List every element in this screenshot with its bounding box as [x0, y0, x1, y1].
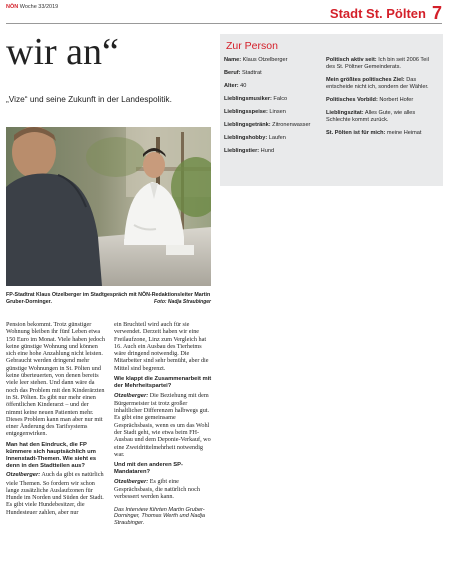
issue-text: Woche 33/2019: [19, 4, 59, 10]
profile-item-active-since: Politisch aktiv seit: Ich bin seit 2006 Teil des St. Pöltner Gemeinderats.: [326, 57, 429, 70]
interview-credit: Das Interview führten Martin Gruber-Dorninger, Thomas Werth und Nadja Straubinger.: [114, 506, 205, 527]
article-column-2: [114, 321, 212, 529]
profile-column-left: [224, 57, 320, 161]
headline: wir an“: [6, 31, 119, 73]
answer-text: Auch da gibt es natürlich viele Themen. So fordern wir schon lange zusätzliche Auslaufzonen für Hunde im Norden und Süden der Stadt. Es gibt viele Hundebesitzer, die Hundesteuer zahlen, aber nur: [6, 471, 104, 516]
interview-question: Wie klappt die Zusammenarbeit mit der Mehrheitspartei?: [114, 376, 212, 390]
photo-caption: [6, 292, 211, 306]
paragraph: Pension bekommt. Trotz günstiger Wohnung bleiben ihr fünf Leben etwa 150 Euro im Monat. Viele haben jedoch keine günstige Wohnung und können sich eine hohe Anzahlung nicht leisten. Gebraucht werden dringend mehr günstige Wohnungen in St. Pölten und keine überteuerten, von denen bereits viele leer stehen. Und dann wäre da noch das Problem mit den Kinderärzten in St. Pölten. Es gibt nur mehr einen öffentlichen Kinderarzt – und der nimmt keine neuen Patienten mehr. Dieses Problem kann man aber nur mit einer Änderung des Tarifsystems entgegenwirken.: [6, 321, 106, 438]
interview-question: Man hat den Eindruck, die FP kümmere sich hauptsächlich um Innenstadt-Themen. Wie sieht es denn in den Stadtteilen aus?: [6, 441, 97, 469]
photo-credit: Foto: Nadja Straubinger: [154, 299, 211, 305]
header-divider: [6, 23, 442, 24]
caption-text: FP-Stadtrat Klaus Otzelberger im Stadtgespräch mit NÖN-Redaktionsleiter Martin Gruber-Dorninger.: [6, 292, 211, 305]
profile-item-quote: Lieblingszitat: Alles Gute, wie alles Schlechte kommt zurück.: [326, 110, 416, 123]
interview-question: Und mit den anderen SP-Mandataren?: [114, 462, 183, 476]
interview-answer: [6, 471, 106, 516]
profile-column-right: [326, 57, 438, 143]
page-number: 7: [431, 2, 442, 23]
section-header: [330, 3, 442, 23]
profile-item-drink: Lieblingsgetränk: Zitronenwasser: [224, 122, 311, 128]
profile-item-role-model: Politisches Vorbild: Norbert Hofer: [326, 97, 414, 103]
profile-item-name: Name: Klaus Otzelberger: [224, 57, 288, 63]
interview-photo: [6, 127, 211, 286]
profile-item-musician: Lieblingsmusiker: Falco: [224, 96, 288, 102]
profile-item-job: Beruf: Stadtrat: [224, 70, 262, 76]
profile-item-age: Alter: 40: [224, 83, 247, 89]
profile-title: Zur Person: [226, 40, 278, 52]
speaker-name: Otzelberger:: [114, 392, 149, 399]
answer-text: Die Beziehung mit dem Bürgermeister ist trotz großer inhaltlicher Differenzen halbwegs gut. Es gibt eine gemeinsame Gesprächsbasis, wenn es um das Wohl der Stadt geht, wie etwa beim FH-Ausbau und dem Deponie-Verkauf, wo eine Zweidrittelmehrheit notwendig war.: [114, 391, 211, 458]
profile-item-food: Lieblingsspeise: Linsen: [224, 109, 286, 115]
paragraph: ein Bruchteil wird auch für sie verwendet. Derzeit haben wir eine Freilaufzone, Linz zum Vergleich hat 16. Auch ein Ausbau des Tierheims wäre dringend notwendig. Die Mitarbeiter sind sehr bemüht, aber die Mittel sind begrenzt.: [114, 321, 209, 372]
profile-item-stpoelten: St. Pölten ist für mich: meine Heimat: [326, 130, 422, 136]
speaker-name: Otzelberger:: [114, 478, 149, 485]
brand-logo: NÖN: [6, 4, 19, 10]
answer-text: Es gibt eine Gesprächsbasis, die natürlich noch verbessert werden kann.: [114, 477, 200, 501]
interview-answer: [114, 392, 212, 459]
profile-item-goal: Mein größtes politisches Ziel: Das entscheide nicht ich, sondern der Wähler.: [326, 77, 429, 90]
subheadline: „Vize“ und seine Zukunft in der Landespolitik.: [6, 94, 172, 104]
profile-item-hobby: Lieblingshobby: Laufen: [224, 135, 286, 141]
interview-answer: [114, 478, 212, 501]
section-title: Stadt St. Pölten: [329, 5, 426, 21]
speaker-name: Otzelberger:: [6, 472, 41, 479]
article-column-1: [6, 321, 106, 518]
issue-label: [6, 4, 58, 10]
profile-item-animal: Lieblingstier: Hund: [224, 148, 275, 154]
